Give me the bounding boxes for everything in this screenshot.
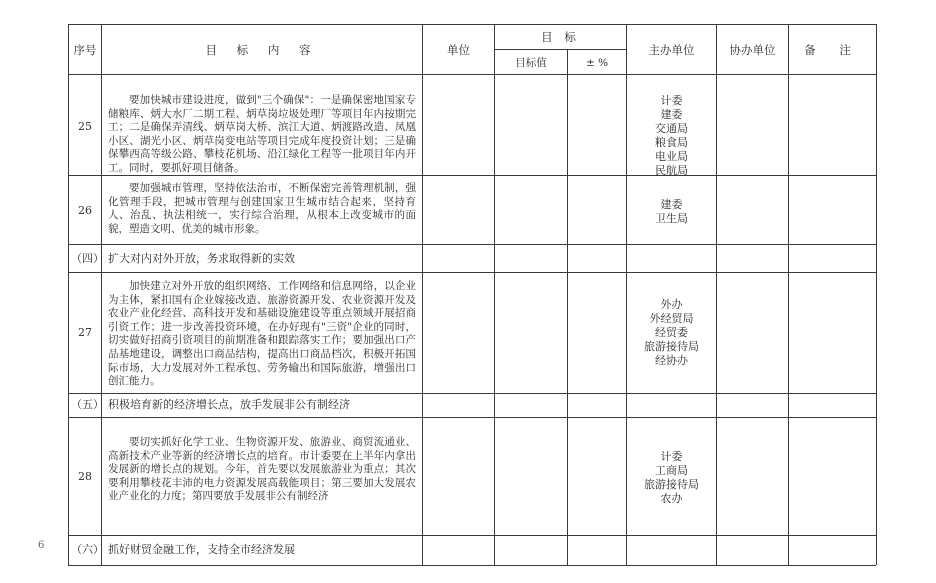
- row-lead-dept: 建委 卫生局: [655, 198, 688, 225]
- section-number: （五）: [71, 398, 104, 411]
- column-divider: [101, 24, 102, 565]
- row-divider: [68, 393, 876, 394]
- row-lead-dept: 计委 工商局 旅游接待局 农办: [644, 450, 699, 505]
- header-subdivider: [494, 49, 626, 50]
- header-co-dept: 协办单位: [729, 43, 776, 57]
- column-divider: [716, 24, 717, 565]
- header-bottom-border: [68, 74, 876, 75]
- section-title: 扩大对内对外开放，务求取得新的实效: [108, 252, 295, 265]
- row-divider: [68, 417, 876, 418]
- table-top-border: [68, 24, 876, 25]
- row-lead-dept: 外办 外经贸局 经贸委 旅游接待局 经协办: [644, 298, 699, 367]
- table-bottom-border: [68, 565, 876, 566]
- row-seq: 28: [78, 470, 92, 483]
- row-seq: 25: [78, 120, 92, 133]
- column-divider: [567, 49, 568, 565]
- row-divider: [68, 535, 876, 536]
- row-seq: 26: [78, 204, 92, 217]
- header-seq: 序号: [73, 43, 97, 57]
- section-number: （四）: [71, 252, 104, 265]
- section-number: （六）: [71, 543, 104, 556]
- header-lead-dept: 主办单位: [648, 43, 695, 57]
- row-lead-dept: 计委 建委 交通局 粮食局 电业局 民航局: [655, 94, 688, 177]
- header-unit: 单位: [447, 43, 470, 57]
- column-divider: [494, 24, 495, 565]
- header-target-value: 目标值: [515, 57, 547, 69]
- row-content: 加快建立对外开放的组织网络、工作网络和信息网络，以企业为主体，紧扣国有企业嫁接改造、旅游资源开发、农业资源开发及农业产业化经营、高科技开发和基础设施建设等重点领域开展招商引资工作；进一步改善投资环境，在办好现有"三资"企业的同时，切实做好招商引资项目的前期准备和跟踪落实工作；要加强出口产品基地建设，调整出口商品结构，提高出口商品档次，积极开拓国际市场，大力发展对外工程承包、劳务输出和国际旅游，增强出口创汇能力。: [108, 280, 416, 388]
- row-divider: [68, 244, 876, 245]
- header-remarks: 备 注: [804, 43, 861, 57]
- section-title: 抓好财贸金融工作，支持全市经济发展: [108, 543, 295, 556]
- column-divider: [422, 24, 423, 565]
- page-number: 6: [38, 540, 45, 551]
- row-content: 要加快城市建设进度，做到"三个确保"：一是确保密地国家专储粮库、炳大水厂二期工程、炳草岗垃圾处理厂等项目年内按期完工；二是确保弄清线、炳草岗大桥、滨江大道、炳渡路改造、凤凰小区、湖光小区、炳草岗变电站等项目完成年度投资计划；三是确保攀西高等级公路、攀枝花机场、沿江绿化工程等一批项目年内开工。同时，要抓好项目储备。: [108, 94, 416, 174]
- header-target-group: 目 标: [541, 30, 580, 44]
- row-divider: [68, 175, 876, 176]
- table-right-border: [876, 24, 877, 565]
- header-plus-minus: ± %: [585, 57, 609, 69]
- row-divider: [68, 272, 876, 273]
- row-seq: 27: [78, 326, 92, 339]
- row-content: 要加强城市管理，坚持依法治市，不断保密完善管理机制，强化管理手段，把城市管理与创建国家卫生城市结合起来，坚持育人、治乱、执法相统一，实行综合治理，从根本上改变城市的面貌，塑造文明、优美的城市形象。: [108, 182, 416, 235]
- section-title: 积极培育新的经济增长点，放手发展非公有制经济: [108, 398, 350, 411]
- column-divider: [788, 24, 789, 565]
- row-content: 要切实抓好化学工业、生物资源开发、旅游业、商贸流通业、高新技术产业等新的经济增长点的培育。市计委要在上半年内拿出发展新的增长点的规划。今年，首先要以发展旅游业为重点；其次要利用攀枝花丰沛的电力资源发展高载能项目；第三要加大发展农业产业化的力度；第四要放手发展非公有制经济: [108, 436, 416, 503]
- header-content: 目 标 内 容: [205, 43, 319, 57]
- table-left-border: [68, 24, 69, 565]
